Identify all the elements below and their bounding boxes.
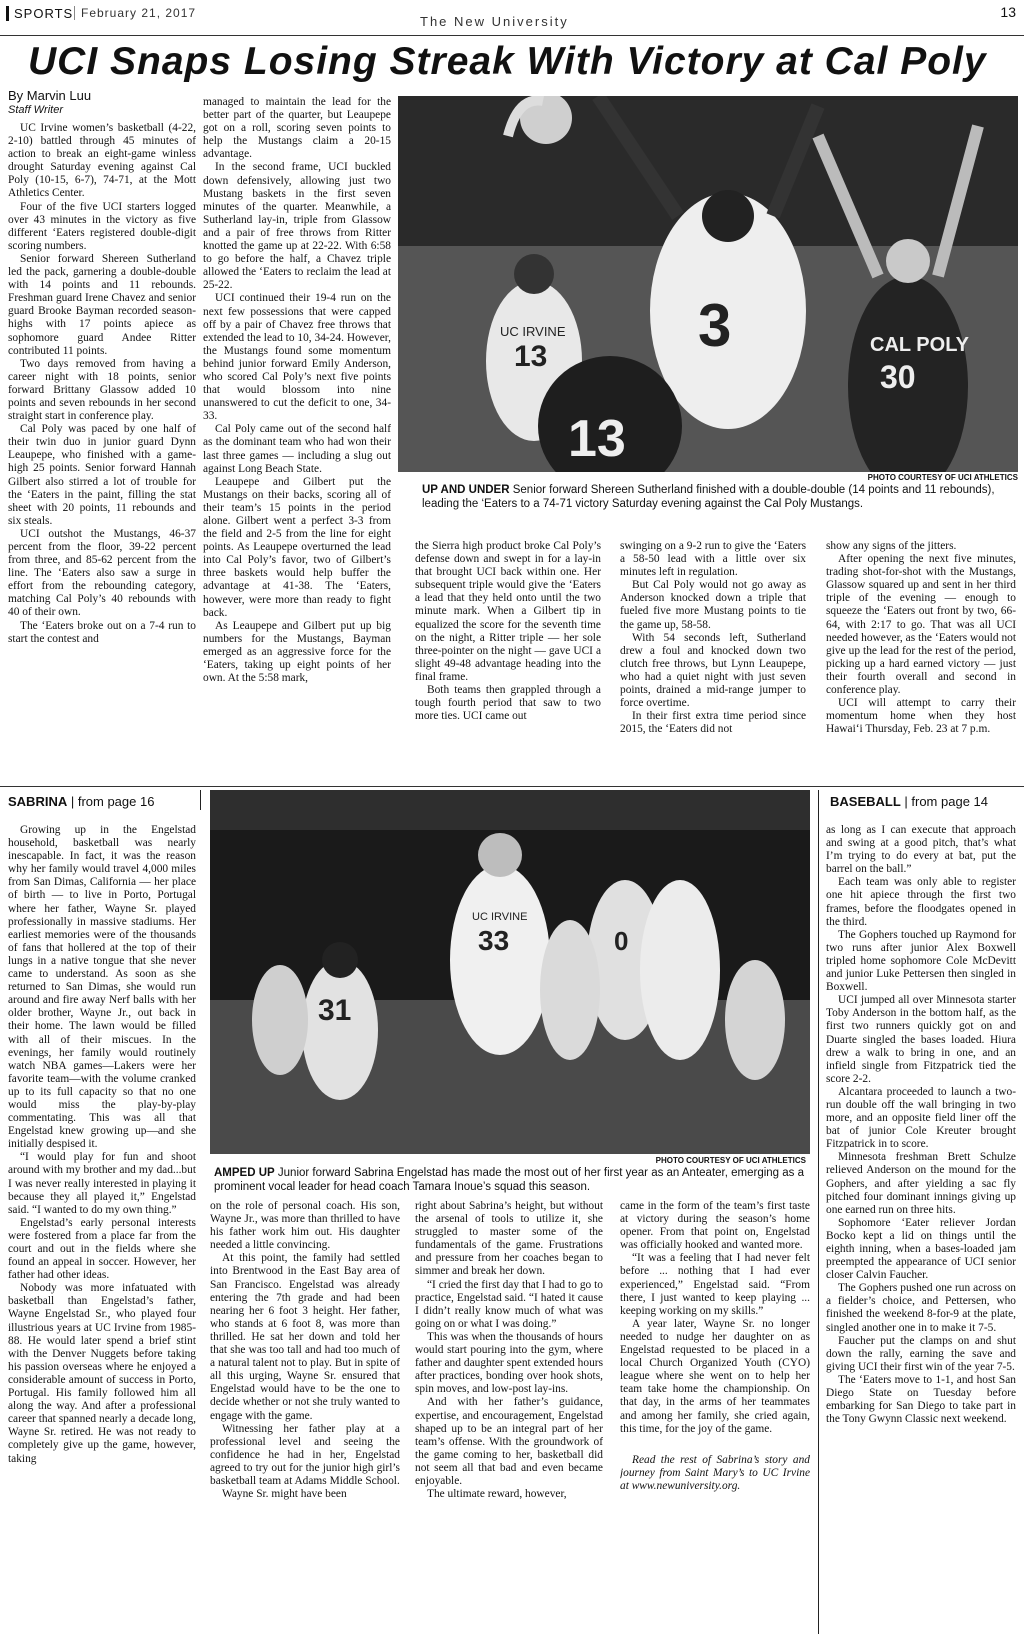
paragraph: Four of the five UCI starters logged over 43 minutes in the victory as five different ‘Eaters registered double-digit scoring numbers. <box>8 200 196 252</box>
sabrina-column-1 <box>8 824 196 1634</box>
paragraph: Leaupepe and Gilbert put the Mustangs on their backs, scoring all of their team’s 15 points in the period alone. Gilbert went a perfect 3-3 from the field and 2-5 from the line for eight points. As Leaupepe overturned the lead into Cal Poly’s favor, two of Gilbert’s three baskets would help buffer the advantage at 41-38. The ‘Eaters, however, were more than ready to fight back. <box>203 475 391 619</box>
paragraph: This was when the thousands of hours would start pouring into the gym, where father and daughter spent extended hours after practices, bonding over hook shots, spin moves, and low-post lay-ins. <box>415 1330 603 1396</box>
caption-lead: AMPED UP <box>214 1167 275 1179</box>
paragraph: UCI jumped all over Minnesota starter Toby Anderson in the bottom half, as the first two runners quickly got on and Duarte singled the bases loaded. Hiura drew a walk to bring in one, and an infield single from Fitzpatrick tied the score 2-2. <box>826 994 1016 1085</box>
paragraph: Growing up in the Engelstad household, basketball was nearly inescapable. In fact, it was the reason why her family would travel 4,000 miles from San Dimas, California — her place of birth — to live in Porto, Portugal where her father, Wayne Sr. played professionally in massive stadiums. Her earliest memories were of the thousands of fans that hollered at the top of their lungs in a native tongue that she never came to understand. As soon as she returned to San Dimas, she would run around and fire away Nerf balls with her older brother, Wayne Jr., out back in their home. The lawn would be filled with all of their miscues. In the evenings, her family would routinely watch NBA games—Lakers were her favorite team—with the volume cranked up to its full capacity so that no one would miss the play-by-play commentating. This was all that Engelstad knew growing up—and she initially despised it. <box>8 824 196 1151</box>
paragraph: A year later, Wayne Sr. no longer needed to nudge her daughter on as Engelstad requested to be placed in a local Church Organized Youth (CYO) league where she went on to help her team take home the championship. On that day, in the arms of her teammates and among her family, she cried again, this time, for the joy of the game. <box>620 1317 810 1435</box>
paragraph: Alcantara proceeded to launch a two-run double off the wall bringing in two more, and an opposite field liner off the bat of junior Cole Kreuter brought Fitzpatrick in to score. <box>826 1085 1016 1151</box>
issue-date: February 21, 2017 <box>74 6 196 20</box>
jersey-number: 13 <box>514 340 548 373</box>
jersey-number: 30 <box>880 359 916 395</box>
paragraph: The Gophers pushed one run across on a fielder’s choice, and Pettersen, who finished the weekend 8-for-9 at the plate, singled another one in to make it 7-5. <box>826 1282 1016 1334</box>
jump-label: SABRINA <box>8 794 68 809</box>
masthead <box>0 0 1024 36</box>
column-rule <box>200 790 201 810</box>
photo-caption <box>214 1166 806 1194</box>
paragraph: In their first extra time period since 2015, the ‘Eaters did not <box>620 710 806 736</box>
paragraph: Sophomore ‘Eater reliever Jordan Bocko kept a lid on things until the eighth inning, when a bases-loaded jam preempted the appearance of UCI senior closer Calvin Faucher. <box>826 1216 1016 1282</box>
jersey-number: 33 <box>478 925 510 956</box>
article-column-1 <box>8 122 196 782</box>
paragraph: Nobody was more infatuated with basketball than Engelstad’s father, Wayne Engelstad Sr., who played four illustrious years at UC Irvine from 1985-88. He would later spend a brief stint with the Denver Nuggets before taking his passion overseas where he enjoyed a considerable amount of success in Porto, Portugal. His family followed him all along the way. And after a professional career that spanned nearly a decade long, Wayne Sr. retired. He was not ready to completely give up the game, however, taking <box>8 1282 196 1465</box>
photo-caption <box>422 483 1012 511</box>
paragraph: show any signs of the jitters. <box>826 540 957 552</box>
caption-text: Senior forward Shereen Sutherland finished with a double-double (14 points and 11 rebounds), leading the ‘Eaters to a 74-71 victory Saturday evening against the Cal Poly Mustangs. <box>422 484 995 510</box>
paragraph: Cal Poly came out of the second half as the dominant team who had won their last three games — including a slug out against Long Beach State. <box>203 423 391 475</box>
paragraph: Witnessing her father play at a professional level and seeing the confidence he had in her, Engelstad agreed to try out for the junior high girl’s basketball team at Adams Middle School. <box>210 1422 400 1487</box>
jersey-number: 3 <box>698 292 732 359</box>
paragraph: Wayne Sr. might have been <box>222 1488 347 1501</box>
caption-lead: UP AND UNDER <box>422 484 510 496</box>
paragraph: “I cried the first day that I had to go to practice, Engelstad said. “I hated it cause I didn’t really know much of what was going on or what I was doing.” <box>415 1278 603 1330</box>
jersey-number: 0 <box>614 926 629 956</box>
article-column-5 <box>826 540 1016 782</box>
paragraph: And with her father’s guidance, expertise, and encouragement, Engelstad shaped up to be an integral part of her team’s offense. With the groundwork of the game coming to her, basketball did not seem all that bad and even became enjoyable. <box>415 1396 603 1487</box>
continued-note: Read the rest of Sabrina’s story and journey from Saint Mary’s to UC Irvine at www.newuniversity.org. <box>620 1453 810 1492</box>
game-photo <box>398 96 1018 472</box>
paragraph: on the role of personal coach. His son, Wayne Jr., was more than thrilled to have his father work him out. His daughter needed a little convincing. <box>210 1200 400 1252</box>
article-column-3 <box>415 540 601 782</box>
paragraph: managed to maintain the lead for the better part of the quarter, but Leaupepe got on a roll, scoring seven points to help the Mustangs claim a 20-15 advantage. <box>203 96 391 161</box>
paragraph: Each team was only able to register one hit apiece through the first two frames, before the floodgates opened in the third. <box>826 876 1016 928</box>
jersey-number: 13 <box>568 410 626 468</box>
photo-credit: PHOTO COURTESY OF UCI ATHLETICS <box>867 473 1018 482</box>
paragraph: swinging on a 9-2 run to give the ‘Eaters a 58-50 lead with a little over six minutes left in regulation. <box>620 540 806 579</box>
paragraph: The Gophers touched up Raymond for two runs after junior Alex Boxwell tripled home sophomore Cole McDevitt and junior Luke Pettersen then singled in Boxwell. <box>826 928 1016 994</box>
section-divider <box>0 786 1024 787</box>
paragraph: UCI outshot the Mustangs, 46-37 percent from the floor, 39-22 percent from three, and 85-62 percent from the line. The ‘Eaters also saw a surge in effort from the rebounding category, matching Cal Poly’s 40 rebounds with 40 of their own. <box>8 527 196 619</box>
paragraph: right about Sabrina’s height, but without the arsenal of tools to utilize it, she struggled to master some of the fundamentals of the game. Frustrations and pressure from her coaches began to simmer and break her down. <box>415 1200 603 1278</box>
jump-page: from page 14 <box>911 794 988 809</box>
paragraph: The ‘Eaters broke out on a 7-4 run to start the contest and <box>8 619 196 645</box>
paragraph: Engelstad’s early personal interests were fostered from a place far from the court and out in the fields where she found an appeal in soccer. However, her father had other ideas. <box>8 1216 196 1282</box>
paragraph: After opening the next five minutes, trading shot-for-shot with the Mustangs, Glassow squared up and sent in her third triple of the evening — enough to squeeze the ‘Eaters out front by two, 66-64, with 2:17 to go. That was all UCI needed however, as the ‘Eaters would not give up the lead for the rest of the period, picking up a hard earned victory — just their fourth overall and second in conference play. <box>826 553 1016 697</box>
paper-name: The New University <box>420 14 569 29</box>
paragraph: as long as I can execute that approach and swing at a good pitch, that’s what I’m trying to do every at bat, put the barrel on the ball.” <box>826 824 1016 876</box>
headline: UCI Snaps Losing Streak With Victory at Cal Poly <box>28 40 987 83</box>
paragraph: Two days removed from having a career night with 18 points, senior forward Brittany Glassow added 10 points and seven rebounds in her second straight start in conference play. <box>8 357 196 423</box>
jump-page: from page 16 <box>77 794 155 809</box>
paragraph: “It was a feeling that I had never felt before ... nothing that I had ever experienced,” Engelstad said. “From there, I just wanted to keep playing ... keeping working on my skills.” <box>620 1252 810 1317</box>
paragraph: came in the form of the team’s first taste at victory during the season’s home opener. From that point on, Engelstad was officially hooked and wanted more. <box>620 1200 810 1252</box>
sabrina-column-3 <box>415 1200 603 1634</box>
caption-text: Junior forward Sabrina Engelstad has made the most out of her first year as an Anteater, emerging as a prominent vocal leader for head coach Tamara Inoue’s squad this season. <box>214 1167 804 1193</box>
paragraph: The ‘Eaters move to 1-1, and host San Diego State on Tuesday before embarking for San Diego to take part in the Tony Gwynn Classic next weekend. <box>826 1373 1016 1426</box>
jersey-number: 31 <box>318 994 352 1027</box>
paragraph: The ultimate reward, however, <box>427 1488 567 1501</box>
page-number: 13 <box>1000 4 1016 20</box>
byline: By Marvin Luu <box>8 88 92 103</box>
sabrina-photo <box>210 790 810 1154</box>
baseball-jump-head: BASEBALL | from page 14 <box>830 794 988 809</box>
baseball-column <box>826 824 1016 1634</box>
column-rule <box>818 790 819 1634</box>
photo-image <box>398 96 1018 472</box>
paragraph: Faucher put the clamps on and shut down the rally, earning the save and giving UCI their first win of the year 7-5. <box>826 1334 1016 1373</box>
paragraph: But Cal Poly would not go away as Anderson knocked down a triple that fueled five more Mustang points to tie the game up, 58-58. <box>620 579 806 631</box>
sabrina-column-4 <box>620 1200 810 1634</box>
jump-label: BASEBALL <box>830 794 901 809</box>
paragraph: At this point, the family had settled into Brentwood in the East Bay area of San Francisco. Engelstad was already entering the 7th grade and had been nearing her 6 foot 3 height. Her father, who stands at 6 foot 8, was more than thrilled. He sat her down and told her that she was too tall and had too much of a natural talent not to play. But in spite of all this urging, Wayne Sr. ensured that Engelstad would have to be the one to decide whether or not she truly wanted to engage with the game. <box>210 1252 400 1422</box>
paragraph: In the second frame, UCI buckled down defensively, allowing just two Mustang baskets in the first seven minutes of the quarter. Meanwhile, a Sutherland lay-in, triple from Glassow and a pair of free throws from Ritter knotted the game up at 22-22. With 6:58 to go before the half, a Chavez triple allowed the ‘Eaters to reclaim the lead at 25-22. <box>203 161 391 292</box>
jersey-text: UC IRVINE <box>500 324 566 339</box>
paragraph: UC Irvine women’s basketball (4-22, 2-10) battled through 45 minutes of action to break an eight-game winless drought Saturday evening against Cal Poly (10-15, 6-7), 74-71, at the Mott Athletics Center. <box>8 122 196 200</box>
paragraph: Senior forward Shereen Sutherland led the pack, garnering a double-double with 14 points and 11 rebounds. Freshman guard Irene Chavez and senior guard Brooke Bayman recorded season-highs with 17 points apiece as sophomore guard Andee Ritter contributed 11 points. <box>8 252 196 357</box>
sabrina-jump-head: SABRINA | from page 16 <box>8 794 155 809</box>
sabrina-column-2 <box>210 1200 400 1634</box>
jersey-text: UC IRVINE <box>472 911 528 923</box>
paragraph: As Leaupepe and Gilbert put up big numbers for the Mustangs, Bayman emerged as an aggressive force for the ‘Eaters, taking up eight points of her own. At the 5:58 mark, <box>203 619 391 685</box>
paragraph: Cal Poly was paced by one half of their twin duo in junior guard Dynn Leaupepe, who finished with a game-high 25 points. Senior forward Hannah Gilbert also stirred a lot of trouble for the ‘Eaters in the paint, filling the stat sheet with 20 points, 11 rebounds and six steals. <box>8 423 196 527</box>
photo-credit: PHOTO COURTESY OF UCI ATHLETICS <box>655 1156 806 1165</box>
paragraph: Both teams then grappled through a tough fourth period that saw to two more ties. UCI came out <box>415 684 601 723</box>
jersey-text: CAL POLY <box>870 334 969 356</box>
photo-image <box>210 790 810 1154</box>
paragraph: UCI continued their 19-4 run on the next few possessions that were capped off by a pair of Chavez free throws that extended the lead to 10, 34-24. However, the Mustangs found some momentum behind junior forward Emily Anderson, who scored Cal Poly’s next five points that would blossom into nine unanswered to cut the deficit to one, 34-33. <box>203 292 391 423</box>
paragraph: Minnesota freshman Brett Schulze relieved Anderson on the mound for the Gophers, and after yielding a sac fly pitched four dominant innings giving up one earned run on three hits. <box>826 1151 1016 1216</box>
paragraph: UCI will attempt to carry their momentum home when they host Hawai‘i Thursday, Feb. 23 at 7 p.m. <box>826 697 1016 736</box>
paragraph: With 54 seconds left, Sutherland drew a foul and knocked down two clutch free throws, but Lynn Leaupepe, who had a quiet night with just seven points, drained a mid-range jumper to force overtime. <box>620 631 806 710</box>
byline-role: Staff Writer <box>8 104 64 116</box>
article-column-2 <box>203 96 391 782</box>
article-column-4 <box>620 540 806 782</box>
section-label: SPORTS <box>6 6 73 21</box>
paragraph: “I would play for fun and shoot around with my brother and my dad...but I was never really interested in playing it because they all played it,” Engelstad said. “I wanted to do my own thing.” <box>8 1151 196 1216</box>
paragraph: the Sierra high product broke Cal Poly’s defense down and swept in for a lay-in that brought UCI back within one. Her subsequent triple would give the ‘Eaters a lead that they held onto until the two minute mark. When a Gilbert tip in equalized the score for the seventh time on the night, a Ritter triple — her sole three-pointer on the night — gave UCI a slight 49-48 advantage heading into the final frame. <box>415 540 601 683</box>
